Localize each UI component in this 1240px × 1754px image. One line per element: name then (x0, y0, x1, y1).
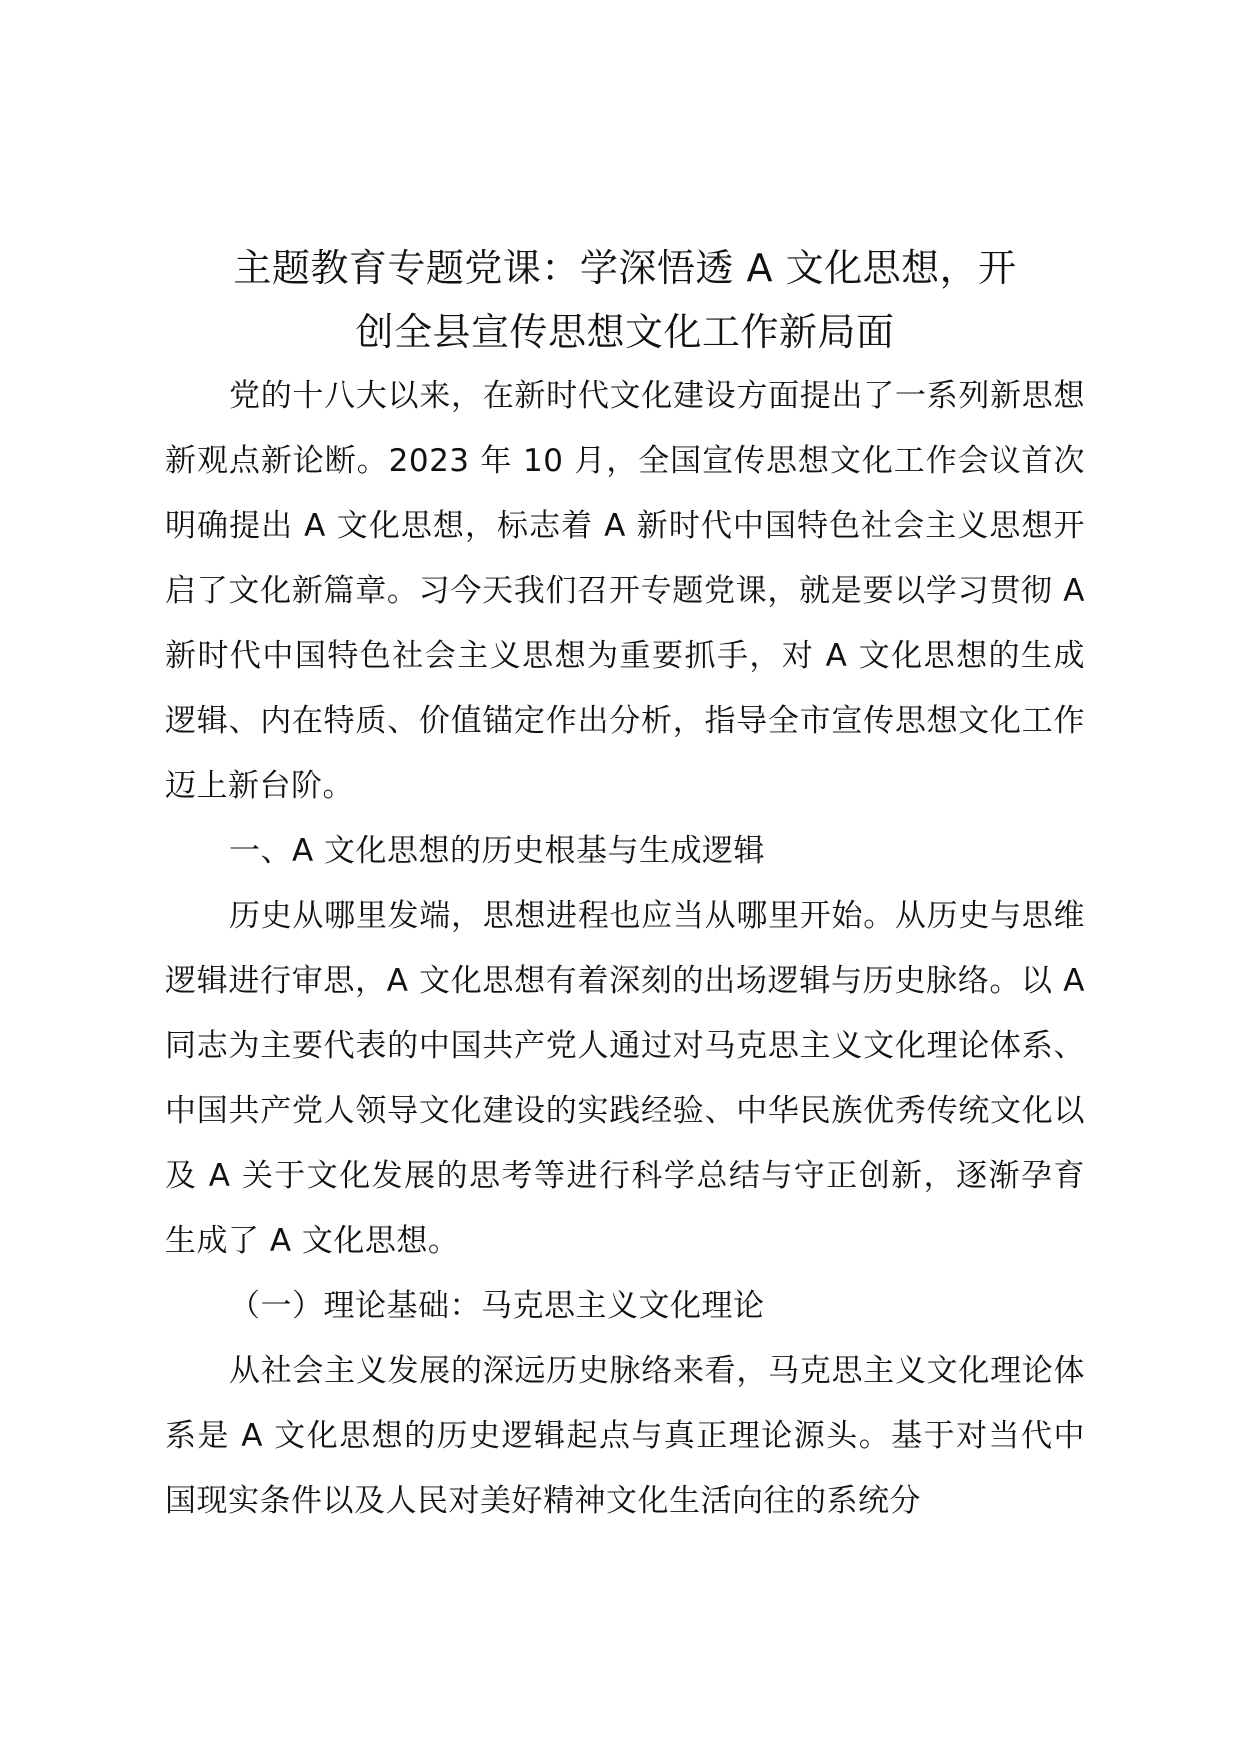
paragraph-history: 历史从哪里发端，思想进程也应当从哪里开始。从历史与思维逻辑进行审思，A 文化思想有着深刻的出场逻辑与历史脉络。以 A 同志为主要代表的中国共产党人通过对马克思主义文化理论体系、中国共产党人领导文化建设的实践经验、中华民族优秀传统文化以及 A 关于文化发展的思考等进行科学总结与守正创新，逐渐孕育生成了 A 文化思想。 (165, 898, 1085, 1259)
section-heading-1: 一、A 文化思想的历史根基与生成逻辑 (229, 833, 766, 869)
document-content (165, 236, 1085, 1534)
paragraph-intro: 党的十八大以来，在新时代文化建设方面提出了一系列新思想新观点新论断。2023 年 10 月，全国宣传思想文化工作会议首次明确提出 A 文化思想，标志着 A 新时代中国特色社会主义思想开启了文化新篇章。习今天我们召开专题党课，就是要以学习贯彻 A 新时代中国特色社会主义思想为重要抓手，对 A 文化思想的生成逻辑、内在特质、价值锚定作出分析，指导全市宣传思想文化工作迈上新台阶。 (165, 378, 1085, 804)
document-title (165, 236, 1085, 364)
subsection-heading-1: （一）理论基础：马克思主义文化理论 (229, 1288, 765, 1324)
title-line-1: 主题教育专题党课：学深悟透 A 文化思想，开 (233, 246, 1017, 290)
paragraph-theory: 从社会主义发展的深远历史脉络来看，马克思主义文化理论体系是 A 文化思想的历史逻辑起点与真正理论源头。基于对当代中国现实条件以及人民对美好精神文化生活向往的系统分 (165, 1353, 1085, 1519)
title-line-2: 创全县宣传思想文化工作新局面 (355, 310, 895, 354)
